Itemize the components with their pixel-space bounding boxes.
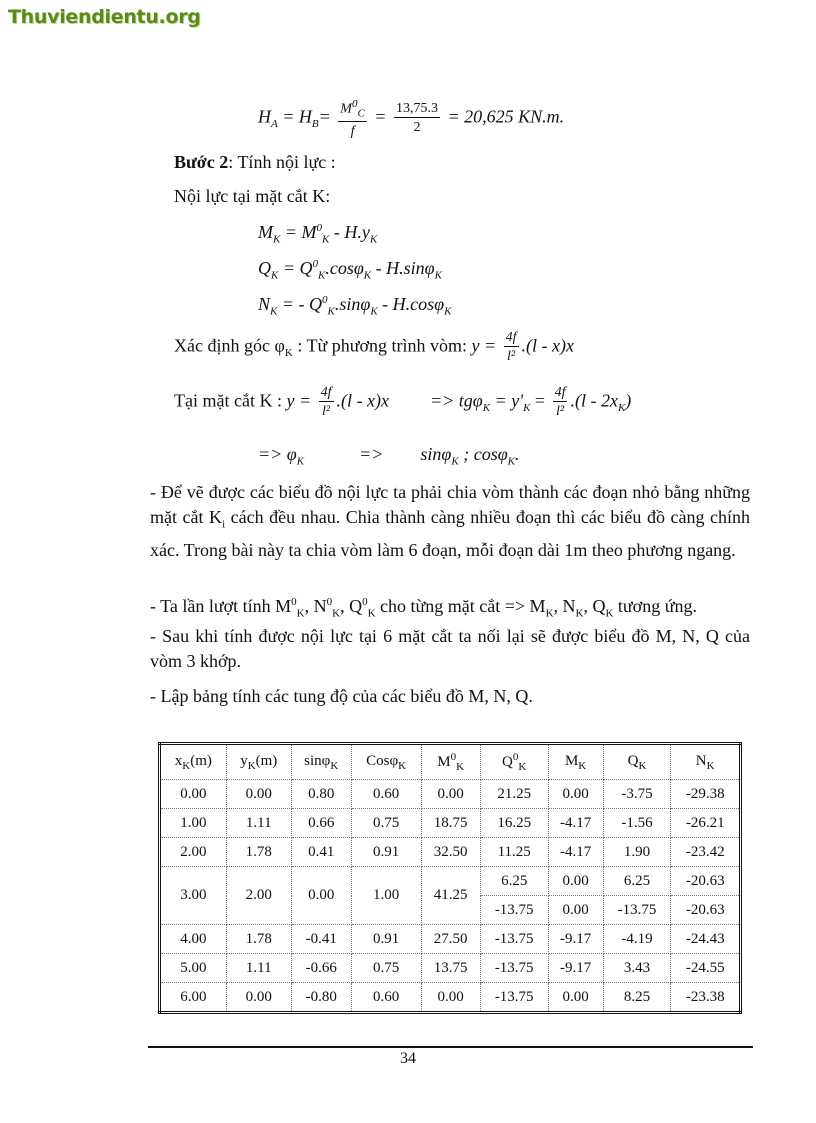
table-cell: 2.00	[226, 867, 291, 925]
table-cell: 0.41	[291, 838, 351, 867]
table-cell: 0.91	[351, 925, 421, 954]
table-cell: -13.75	[480, 896, 548, 925]
table-cell: -13.75	[480, 983, 548, 1013]
table-cell: 0.00	[421, 983, 480, 1013]
table-cell: 8.25	[603, 983, 671, 1013]
table-cell: 4.00	[160, 925, 227, 954]
table-cell: 0.00	[548, 867, 603, 896]
table-row	[160, 954, 741, 983]
table-cell: -29.38	[671, 780, 741, 809]
table-cell: 16.25	[480, 809, 548, 838]
table-cell: 18.75	[421, 809, 480, 838]
equation-h: $H_A = H_B=$ $\frac{M^0_C}{f}$ = $\frac{13,75.3}{2}$ = 20,625 KN.m.	[258, 98, 565, 140]
table-cell: -20.63	[671, 896, 741, 925]
table-cell: 27.50	[421, 925, 480, 954]
table-cell: 6.25	[603, 867, 671, 896]
table-cell: -20.63	[671, 867, 741, 896]
paragraph-make-table: - Lập bảng tính các tung độ của các biểu đồ M, N, Q.	[150, 686, 533, 706]
page-number: 34	[400, 1050, 416, 1067]
table-cell: 0.80	[291, 780, 351, 809]
equation-n: $N_K$ = - $Q^0_K.\sin\varphi_K - H.\cos\varphi_K$	[258, 294, 452, 318]
table-cell: -4.17	[548, 838, 603, 867]
table-cell: -13.75	[480, 954, 548, 983]
table-cell: -23.42	[671, 838, 741, 867]
table-cell: -0.80	[291, 983, 351, 1013]
table-cell: 1.11	[226, 809, 291, 838]
table-cell: 1.78	[226, 925, 291, 954]
table-cell: -4.19	[603, 925, 671, 954]
table-header-cell: $Q_K$	[603, 744, 671, 780]
section-k-line: Tại mặt cắt K : y = $\frac{4f}{\text{l²}}$ $.(l - x)x => tg\varphi_K = y'_K$ = $\frac{4f}{\text{l²}}$ $.(l - 2x_K)$	[174, 385, 632, 419]
table-cell: 0.00	[548, 896, 603, 925]
table-cell: -26.21	[671, 809, 741, 838]
table-cell: 0.00	[421, 780, 480, 809]
table-cell: 5.00	[160, 954, 227, 983]
table-cell: 11.25	[480, 838, 548, 867]
table-row	[160, 780, 741, 809]
table-row	[160, 809, 741, 838]
equation-q: $Q_K = Q^0_K.\cos\varphi_K - H.\sin\varphi_K$	[258, 258, 442, 282]
table-header-cell: $x_K(m)$	[160, 744, 227, 780]
table-cell: -0.41	[291, 925, 351, 954]
angle-determination-line: Xác định góc $\varphi_K$ : Từ phương trình vòm: y = $\frac{4f}{\text{l²}}$ .(l - x)x	[174, 330, 575, 364]
table-cell: -24.55	[671, 954, 741, 983]
table-cell: 3.00	[160, 867, 227, 925]
table-cell: -9.17	[548, 954, 603, 983]
table-header-cell: $M_K$	[548, 744, 603, 780]
site-logo: Thuviendientu.org	[8, 6, 201, 28]
table-row	[160, 983, 741, 1013]
step-2-heading: Bước 2: Tính nội lực :	[174, 152, 336, 172]
table-header-cell: sinφ$_K$	[291, 744, 351, 780]
table-header-cell: Cosφ$_K$	[351, 744, 421, 780]
equation-m: $M_K = M^0_K - H.y_K$	[258, 222, 378, 246]
table-cell: 6.25	[480, 867, 548, 896]
table-cell: 41.25	[421, 867, 480, 925]
table-header-cell: $y_K(m)$	[226, 744, 291, 780]
table-cell: 21.25	[480, 780, 548, 809]
table-header-cell: $Q^0_K$	[480, 744, 548, 780]
table-header-row	[160, 744, 741, 780]
table-cell: 13.75	[421, 954, 480, 983]
phi-line: => $\varphi_K => \sin\varphi_K$ ; cosφ$_K$.	[258, 444, 520, 468]
table-cell: 0.60	[351, 983, 421, 1013]
paragraph-divide-arch: - Để vẽ được các biểu đồ nội lực ta phải chia vòm thành các đoạn nhỏ bằng những mặt cắt $K_i$ cách đều nhau. Chia thành càng nhiều đoạn thì các biểu đồ càng chính xác. Trong bài này ta chia vòm làm 6 đoạn, mỗi đoạn dài 1m theo phương ngang.	[150, 482, 750, 560]
table-cell: -24.43	[671, 925, 741, 954]
table-cell: 1.00	[351, 867, 421, 925]
ordinate-table	[158, 742, 742, 1014]
table-cell: 0.66	[291, 809, 351, 838]
table-cell: -13.75	[480, 925, 548, 954]
table-row	[160, 867, 741, 896]
table-cell: 0.00	[226, 983, 291, 1013]
table-cell: 0.75	[351, 809, 421, 838]
internal-force-label: Nội lực tại mặt cắt K:	[174, 186, 331, 206]
table-cell: -13.75	[603, 896, 671, 925]
table-cell: 0.00	[548, 983, 603, 1013]
table-cell: 32.50	[421, 838, 480, 867]
table-header-cell: $M^0_K$	[421, 744, 480, 780]
table-cell: 0.75	[351, 954, 421, 983]
table-cell: 1.00	[160, 809, 227, 838]
table-cell: -1.56	[603, 809, 671, 838]
table-cell: 0.00	[291, 867, 351, 925]
table-cell: 6.00	[160, 983, 227, 1013]
table-cell: -0.66	[291, 954, 351, 983]
table-cell: 1.78	[226, 838, 291, 867]
table-cell: -23.38	[671, 983, 741, 1013]
table-cell: 0.00	[160, 780, 227, 809]
table-cell: 1.11	[226, 954, 291, 983]
paragraph-compute-sequence: - Ta lần lượt tính $M^0_K$, $N^0_K$, $Q^0_K$ cho từng mặt cắt => $M_K$, $N_K$, $Q_K$ tương ứng.	[150, 596, 697, 620]
paragraph-connect-diagrams: - Sau khi tính được nội lực tại 6 mặt cắt ta nối lại sẽ được biểu đồ M, N, Q của vòm 3 khớp.	[150, 626, 750, 671]
table-cell: 3.43	[603, 954, 671, 983]
table-cell: 0.00	[226, 780, 291, 809]
table-cell: 0.00	[548, 780, 603, 809]
table-cell: 0.91	[351, 838, 421, 867]
table-row	[160, 838, 741, 867]
table-cell: -3.75	[603, 780, 671, 809]
table-header-cell: $N_K$	[671, 744, 741, 780]
table-cell: -4.17	[548, 809, 603, 838]
footer-rule	[148, 1046, 753, 1048]
table-cell: -9.17	[548, 925, 603, 954]
table-cell: 0.60	[351, 780, 421, 809]
table-cell: 2.00	[160, 838, 227, 867]
table-cell: 1.90	[603, 838, 671, 867]
table-row	[160, 925, 741, 954]
